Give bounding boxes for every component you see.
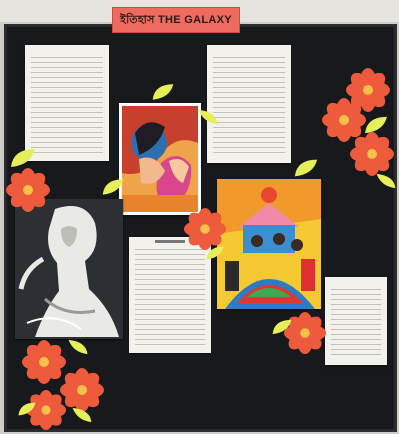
board-title-banner: ইতিহাস THE GALAXY <box>112 7 240 33</box>
notice-board <box>4 24 397 432</box>
leaf-icon <box>375 171 397 191</box>
leaf-icon <box>71 405 93 425</box>
leaf-icon <box>101 177 125 197</box>
poem-paper-top-right <box>207 45 291 163</box>
leaf-icon <box>151 81 175 103</box>
leaf-icon <box>67 337 89 357</box>
poem-paper-center <box>129 237 211 353</box>
leaf-icon <box>205 243 225 263</box>
poem-paper-top-left <box>25 45 109 161</box>
leaf-icon <box>363 115 389 135</box>
leaf-icon <box>17 399 37 419</box>
leaf-icon <box>9 147 37 169</box>
leaf-icon <box>197 107 219 127</box>
paper-flower-icon <box>5 167 51 213</box>
leaf-icon <box>271 317 293 337</box>
painting-children-globe <box>217 179 321 309</box>
painting-couple <box>119 103 201 215</box>
painting-dancer <box>15 199 123 339</box>
leaf-icon <box>293 157 319 179</box>
poem-paper-bottom-right <box>325 277 387 365</box>
